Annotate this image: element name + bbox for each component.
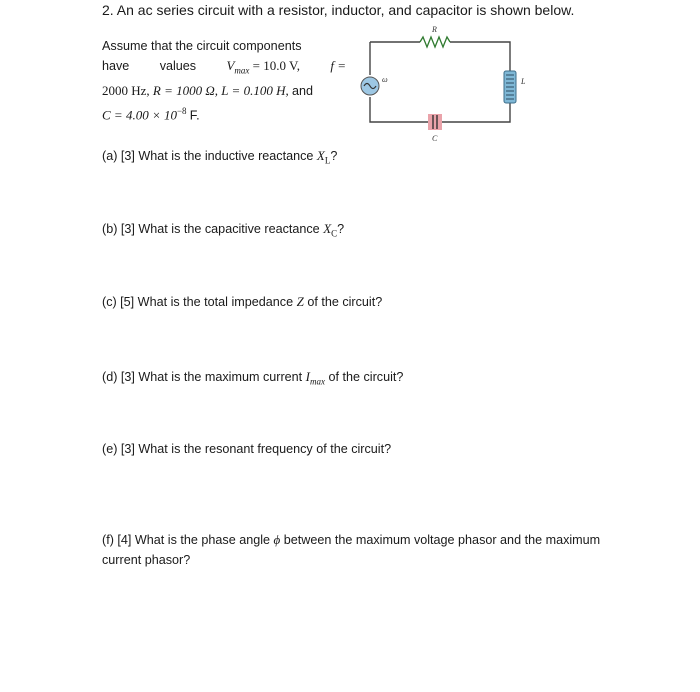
inductor	[504, 71, 526, 103]
resistor-label: R	[432, 25, 437, 34]
question-b: (b) [3] What is the capacitive reactance $X_C$?	[102, 221, 345, 239]
circuit-wires	[370, 42, 510, 122]
vmax-expression: $V_{max} = 10.0$ V,	[226, 58, 300, 76]
problem-heading: 2. An ac series circuit with a resistor, inductor, and capacitor is shown below.	[102, 2, 575, 18]
question-c: (c) [5] What is the total impedance Z of the circuit?	[102, 294, 383, 309]
intro-have: have	[102, 59, 130, 73]
source-omega-label: ω	[382, 75, 388, 84]
inductor-label: L	[521, 77, 526, 86]
question-a: (a) [3] What is the inductive reactance $X_L$?	[102, 148, 338, 166]
capacitor-label: C	[432, 134, 438, 142]
intro-values: values	[159, 59, 197, 73]
ac-source	[361, 75, 388, 95]
intro-line-2	[102, 56, 346, 81]
intro-line-1: Assume that the circuit components	[102, 39, 302, 53]
rlc-circuit-diagram	[360, 22, 530, 142]
intro-line-4: $C = 4.00 \times 10^{-8}$ F.	[102, 105, 200, 122]
resistor	[420, 25, 450, 47]
capacitor	[428, 114, 442, 142]
f-label: f =	[330, 58, 346, 73]
problem-intro	[102, 36, 346, 125]
question-d: (d) [3] What is the maximum current $I_{max}$ of the circuit?	[102, 369, 404, 387]
question-e: (e) [3] What is the resonant frequency of the circuit?	[102, 442, 392, 456]
intro-line-3: 2000 Hz, R = 1000 Ω, L = 0.100 H, and	[102, 82, 313, 98]
question-f: (f) [4] What is the phase angle ϕ between the maximum voltage phasor and the maximum current phasor?	[102, 532, 601, 567]
